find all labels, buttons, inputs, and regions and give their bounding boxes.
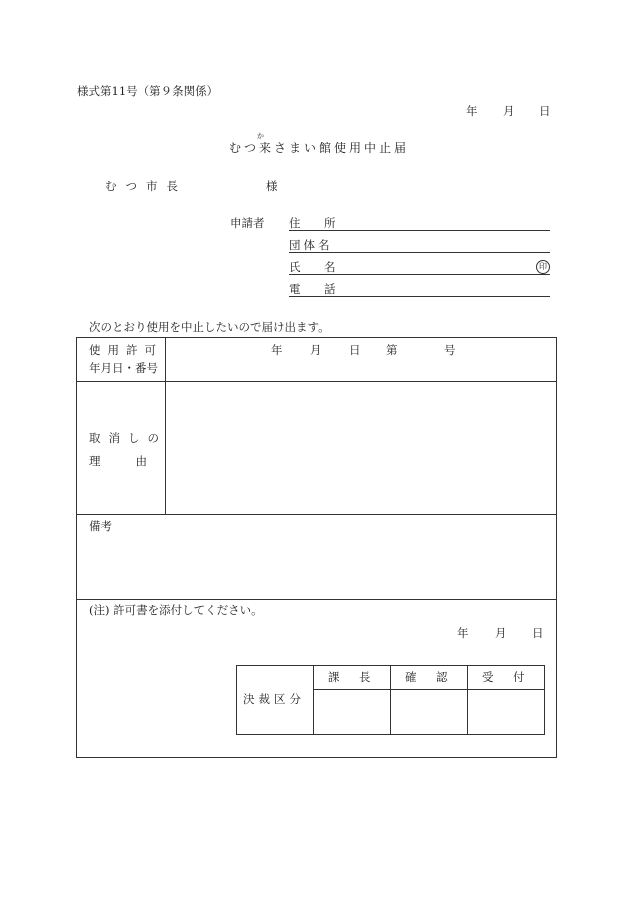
note-text: (注) 許可書を添付してください。 xyxy=(89,603,263,617)
name-label: 氏 名 xyxy=(289,260,342,274)
permit-month: 月 xyxy=(310,343,322,357)
permit-year: 年 xyxy=(271,343,283,357)
approval-header-divider xyxy=(313,689,544,690)
permit-dai: 第 xyxy=(386,343,398,357)
addressee-name: むつ市長 xyxy=(105,179,187,193)
name-line[interactable] xyxy=(289,274,550,275)
row-divider xyxy=(76,514,556,515)
addressee-honorific: 様 xyxy=(266,179,278,193)
approval-label: 決裁区分 xyxy=(243,692,305,706)
approval-col-divider xyxy=(390,665,391,734)
remarks-label: 備考 xyxy=(89,519,112,533)
phone-line[interactable] xyxy=(289,296,550,297)
phone-label: 電 話 xyxy=(289,282,342,296)
permit-input-area[interactable] xyxy=(166,338,555,381)
intro-text: 次のとおり使用を中止したいので届け出ます。 xyxy=(89,320,330,334)
approval-col-chief: 課 長 xyxy=(328,670,375,684)
reason-input-area[interactable] xyxy=(166,382,555,514)
permit-go: 号 xyxy=(444,343,456,357)
reason-label-1: 取消しの xyxy=(89,431,167,445)
permit-label-1: 使用許可 xyxy=(89,343,163,357)
date-day: 日 xyxy=(539,104,551,118)
address-label: 住 所 xyxy=(289,216,342,230)
permit-label-2: 年月日・番号 xyxy=(89,361,158,375)
date-year: 年 xyxy=(466,104,478,118)
approval-col-confirm: 確 認 xyxy=(405,670,452,684)
bottom-date-month: 月 xyxy=(495,626,507,640)
approval-col-divider xyxy=(313,665,314,734)
page-title: むつ来さまい館使用中止届 xyxy=(229,141,410,155)
remarks-input-area[interactable] xyxy=(77,535,555,599)
reason-label-2: 理 由 xyxy=(89,454,151,468)
seal-mark: 印 xyxy=(536,260,550,274)
date-month: 月 xyxy=(503,104,515,118)
bottom-date-day: 日 xyxy=(532,626,544,640)
group-name-line[interactable] xyxy=(289,252,550,253)
approval-col-receipt: 受 付 xyxy=(482,670,529,684)
applicant-label: 申請者 xyxy=(230,216,265,230)
bottom-date-year: 年 xyxy=(457,626,469,640)
address-line[interactable] xyxy=(289,230,550,231)
row-divider xyxy=(76,599,556,600)
title-ruby: か xyxy=(257,132,264,140)
approval-col-divider xyxy=(467,665,468,734)
form-number: 様式第11号（第９条関係） xyxy=(77,84,219,98)
permit-day: 日 xyxy=(349,343,361,357)
group-name-label: 団体名 xyxy=(289,238,333,252)
